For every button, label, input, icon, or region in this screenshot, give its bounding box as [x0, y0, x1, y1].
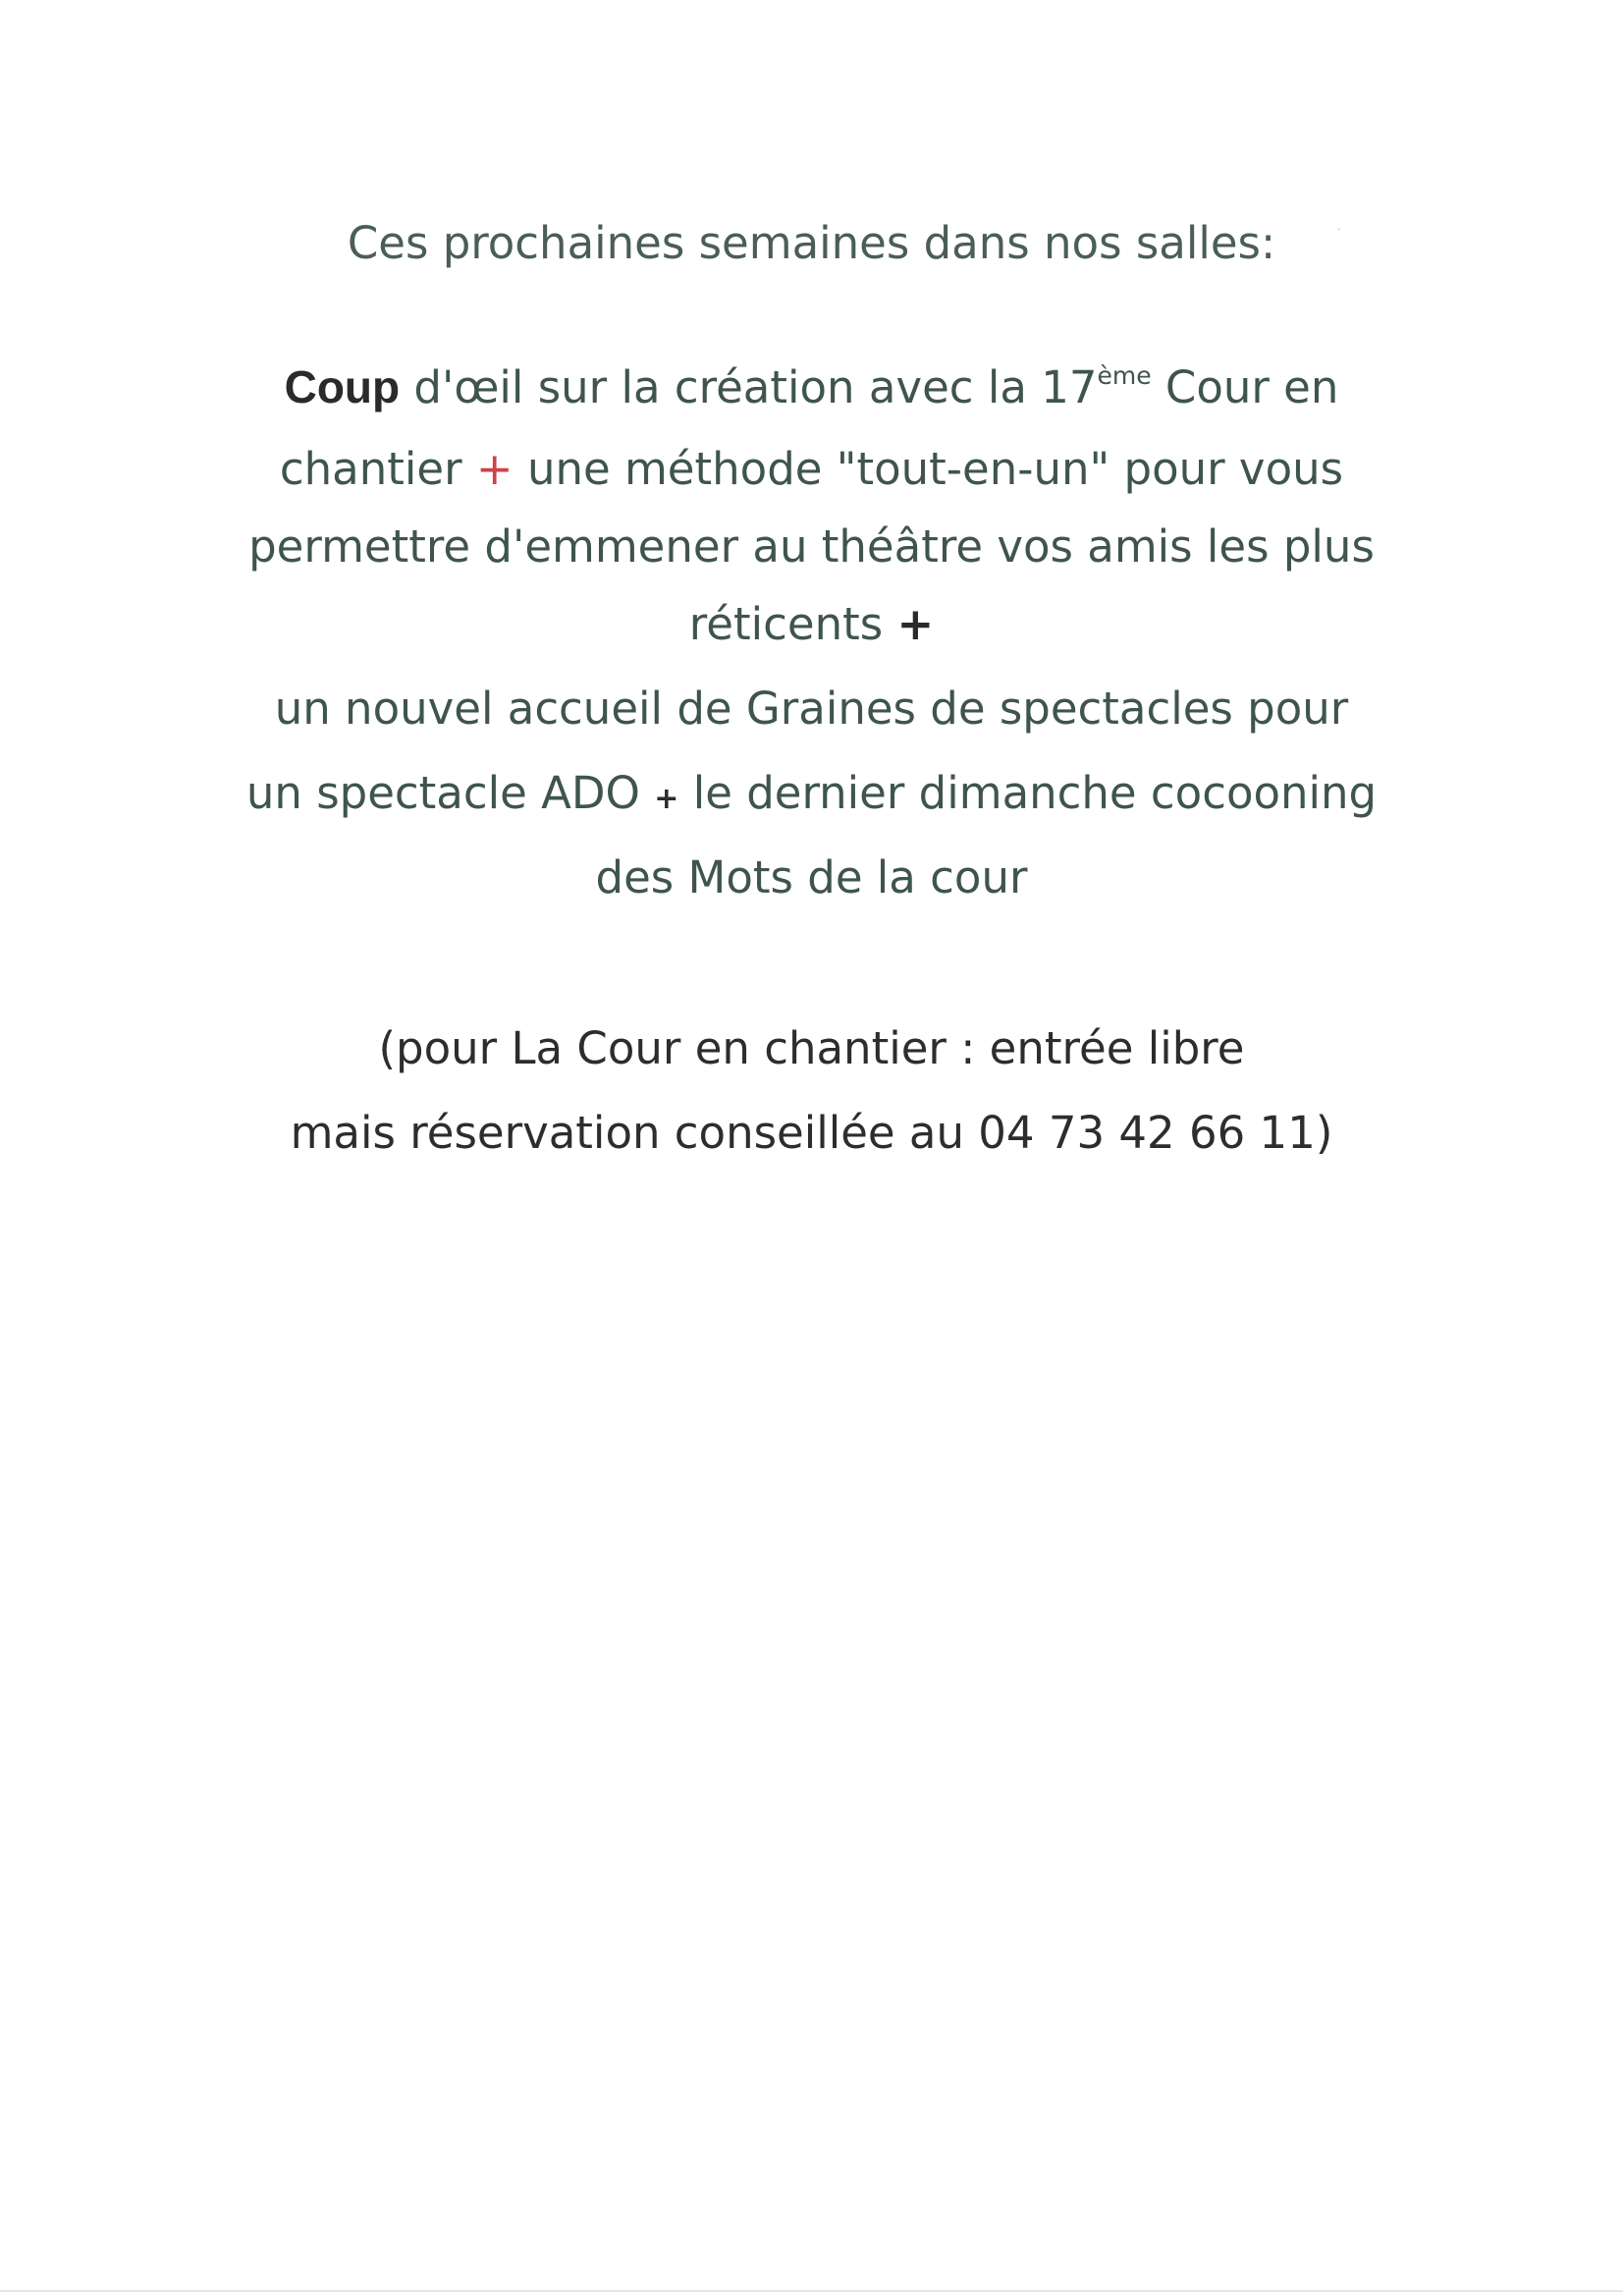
- superscript-eme: ème: [1097, 361, 1152, 390]
- body-line-1: [0, 357, 1623, 417]
- page-heading: Ces prochaines semaines dans nos salles:: [347, 217, 1276, 269]
- plus-sign-small: +: [654, 782, 679, 816]
- body-line-6: [0, 764, 1623, 829]
- bold-word-coup: Coup: [284, 361, 401, 412]
- body-line-7: des Mots de la cour: [595, 851, 1028, 903]
- body-line-3: permettre d'emmener au théâtre vos amis les plus: [248, 520, 1375, 573]
- body-line-2: [0, 440, 1623, 499]
- note-line-1: (pour La Cour en chantier : entrée libre: [378, 1022, 1245, 1074]
- body-line-4-text: réticents: [688, 598, 897, 650]
- plus-sign-red: +: [475, 443, 514, 495]
- body-line-5: un nouvel accueil de Graines de spectacles pour: [274, 683, 1349, 735]
- body-line-1-text-a: d'œil sur la création avec la 17: [400, 361, 1098, 413]
- body-line-2-text-a: chantier: [279, 443, 476, 495]
- body-line-1-text-b: Cour en: [1151, 361, 1339, 413]
- scan-speck: [1337, 228, 1340, 231]
- scan-bottom-edge: [0, 2290, 1623, 2292]
- body-line-6-text-b: le dernier dimanche cocooning: [678, 767, 1378, 819]
- note-line-2: mais réservation conseillée au 04 73 42 66 11): [290, 1107, 1333, 1159]
- body-line-2-text-b: une méthode "tout-en-un" pour vous: [513, 443, 1344, 495]
- body-line-6-text-a: un spectacle ADO: [245, 767, 655, 819]
- plus-sign-dark: +: [896, 598, 935, 650]
- body-line-4: [0, 595, 1623, 654]
